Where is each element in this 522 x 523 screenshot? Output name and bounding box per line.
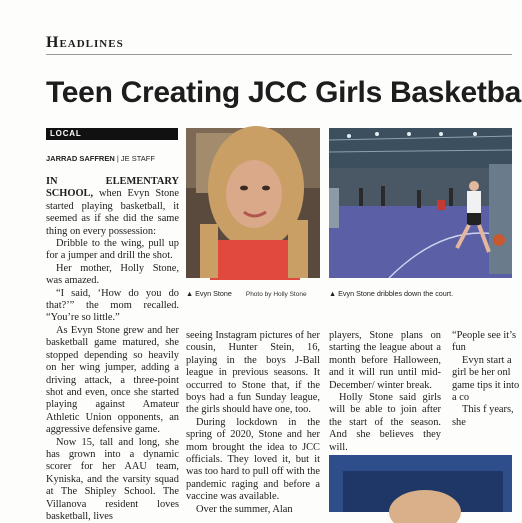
- column-paragraph: This f years, she: [452, 404, 514, 428]
- column-paragraph: During lockdown in the spring of 2020, Stone and her mom brought the idea to JCC officials. They loved it, but it was too hard to pull off with the pandemic raging and before a vaccine was available.: [186, 416, 320, 503]
- column-paragraph: IN ELEMENTARY SCHOOL, when Evyn Stone started playing basketball, it seemed as if she did the same thing on every possession:: [46, 176, 179, 237]
- column-paragraph: As Evyn Stone grew and her basketball game matured, she stopped depending so heavily on her wing jumper, adding a driving attack, a three-point shot and even, once she started playing against Amateur Athletic Union opponents, an aggressive defensive game.: [46, 324, 179, 436]
- header-rule: [46, 54, 512, 55]
- section-heading: Headlines: [46, 34, 124, 51]
- column-paragraph: players, Stone plans on starting the league about a month before Halloween, and it will run until mid-December/ winter break.: [329, 330, 441, 391]
- caption-text: ▲ Evyn Stone: [186, 289, 232, 298]
- column-paragraph: Holly Stone said girls will be able to join after the start of the season. And she believes they will.: [329, 392, 441, 453]
- article-column-2: [186, 330, 320, 516]
- byline-role: JE STAFF: [120, 154, 155, 163]
- byline: [46, 154, 155, 163]
- article-headline: Teen Creating JCC Girls Basketba: [46, 76, 521, 109]
- lead-in: IN ELEMENTARY SCHOOL,: [46, 176, 179, 200]
- byline-separator: |: [114, 154, 121, 163]
- column-paragraph: Dribble to the wing, pull up for a jumper and drill the shot.: [46, 238, 179, 262]
- photo-credit: Photo by Holly Stone: [245, 291, 307, 298]
- column-paragraph: Now 15, tall and long, she has grown into a dynamic scorer for her AAU team, Kyniska, and the varsity squad at The Shipley School. The Villanova resident loves basketball, lives: [46, 436, 179, 522]
- column-paragraph: Over the summer, Alan: [196, 503, 293, 515]
- article-column-3: [329, 330, 441, 454]
- basketball-court-photo: [329, 128, 512, 278]
- photo-caption-portrait: [186, 289, 307, 298]
- column-paragraph: “People see it’s fun: [452, 330, 517, 354]
- column-paragraph: Evyn start a girl be her onl game tips it into a co: [452, 354, 520, 404]
- column-paragraph: Her mother, Holly Stone, was amazed.: [46, 262, 179, 287]
- inset-photo: [329, 455, 512, 512]
- article-column-1: [46, 176, 179, 523]
- article-column-4: [452, 330, 522, 429]
- section-kicker: LOCAL: [46, 128, 178, 140]
- portrait-photo: [186, 128, 320, 278]
- photo-caption-court: ▲ Evyn Stone dribbles down the court.: [329, 289, 454, 298]
- column-paragraph: “I said, ‘How do you do that?’” the mom recalled. “You’re so little.”: [46, 287, 179, 324]
- column-paragraph: seeing Instagram pictures of her cousin, Hunter Stein, 16, playing in the boys J-Ball league in previous seasons. It occurred to Stone that, if the boys had a fun Sunday league, the girls should have one, too.: [186, 330, 320, 416]
- byline-author: JARRAD SAFFREN: [46, 154, 115, 163]
